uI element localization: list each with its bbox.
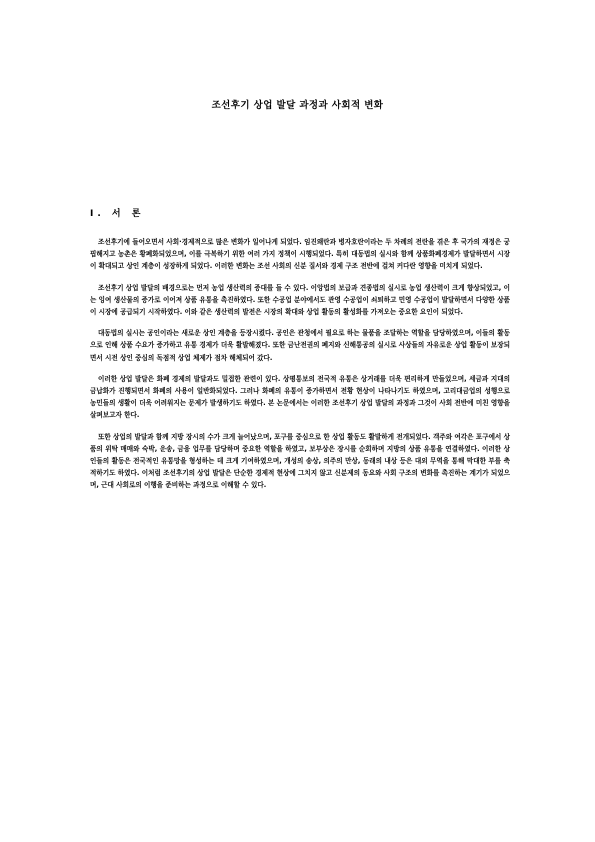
paragraph: 이러한 상업 발달은 화폐 경제의 발달과도 밀접한 관련이 있다. 상평통보의 전국적 유통은 상거래를 더욱 편리하게 만들었으며, 세금과 지대의 금납화가 진행되면서 화폐의 사용이 일반화되었다. 그러나 화폐의 유통이 증가하면서 전황 현상이 나타나기도 하였으며, 고리대금업의 성행으로 농민들의 생활이 더욱 어려워지는 문제가 발생하기도 하였다. 본 논문에서는 이러한 조선후기 상업 발달의 과정과 그것이 사회 전반에 미친 영향을 살펴보고자 한다. bbox=[90, 374, 510, 420]
body-text bbox=[90, 236, 510, 501]
document-title: 조선후기 상업 발달 과정과 사회적 변화 bbox=[211, 100, 384, 111]
paragraph: 조선후기에 들어오면서 사회·경제적으로 많은 변화가 일어나게 되었다. 임진왜란과 병자호란이라는 두 차례의 전란을 겪은 후 국가의 재정은 궁핍해지고 농촌은 황폐화되었으며, 이를 극복하기 위한 여러 가지 정책이 시행되었다. 특히 대동법의 실시와 함께 상품화폐경제가 발달하면서 시장이 확대되고 상인 계층이 성장하게 되었다. 이러한 변화는 조선 사회의 신분 질서와 경제 구조 전반에 걸쳐 커다란 영향을 미치게 되었다. bbox=[90, 238, 510, 271]
paragraph: 또한 상업의 발달과 함께 지방 장시의 수가 크게 늘어났으며, 포구를 중심으로 한 상업 활동도 활발하게 전개되었다. 객주와 여각은 포구에서 상품의 위탁 매매와 숙박, 운송, 금융 업무를 담당하며 중요한 역할을 하였고, 보부상은 장시를 순회하며 지방의 상품 유통을 연결하였다. 이러한 상인들의 활동은 전국적인 유통망을 형성하는 데 크게 기여하였으며, 개성의 송상, 의주의 만상, 동래의 내상 등은 대외 무역을 통해 막대한 부를 축적하기도 하였다. 이처럼 조선후기의 상업 발달은 단순한 경제적 현상에 그치지 않고 신분제의 동요와 사회 구조의 변화를 촉진하는 계기가 되었으며, 근대 사회로의 이행을 준비하는 과정으로 이해할 수 있다. bbox=[90, 432, 510, 490]
paragraph: 대동법의 실시는 공인이라는 새로운 상인 계층을 등장시켰다. 공인은 관청에서 필요로 하는 물품을 조달하는 역할을 담당하였으며, 이들의 활동으로 인해 상품 수요가 증가하고 유통 경제가 더욱 활발해졌다. 또한 금난전권의 폐지와 신해통공의 실시로 사상들의 자유로운 상업 활동이 보장되면서 시전 상인 중심의 독점적 상업 체제가 점차 해체되어 갔다. bbox=[90, 329, 510, 362]
section-heading: Ⅰ. 서 론 bbox=[90, 209, 145, 219]
paragraph: 조선후기 상업 발달의 배경으로는 먼저 농업 생산력의 증대를 들 수 있다. 이앙법의 보급과 견종법의 실시로 농업 생산력이 크게 향상되었고, 이는 잉여 생산물의 증가로 이어져 상품 유통을 촉진하였다. 또한 수공업 분야에서도 관영 수공업이 쇠퇴하고 민영 수공업이 발달하면서 다양한 상품이 시장에 공급되기 시작하였다. 이와 같은 생산력의 발전은 시장의 확대와 상업 활동의 활성화를 가져오는 중요한 요인이 되었다. bbox=[90, 283, 510, 317]
